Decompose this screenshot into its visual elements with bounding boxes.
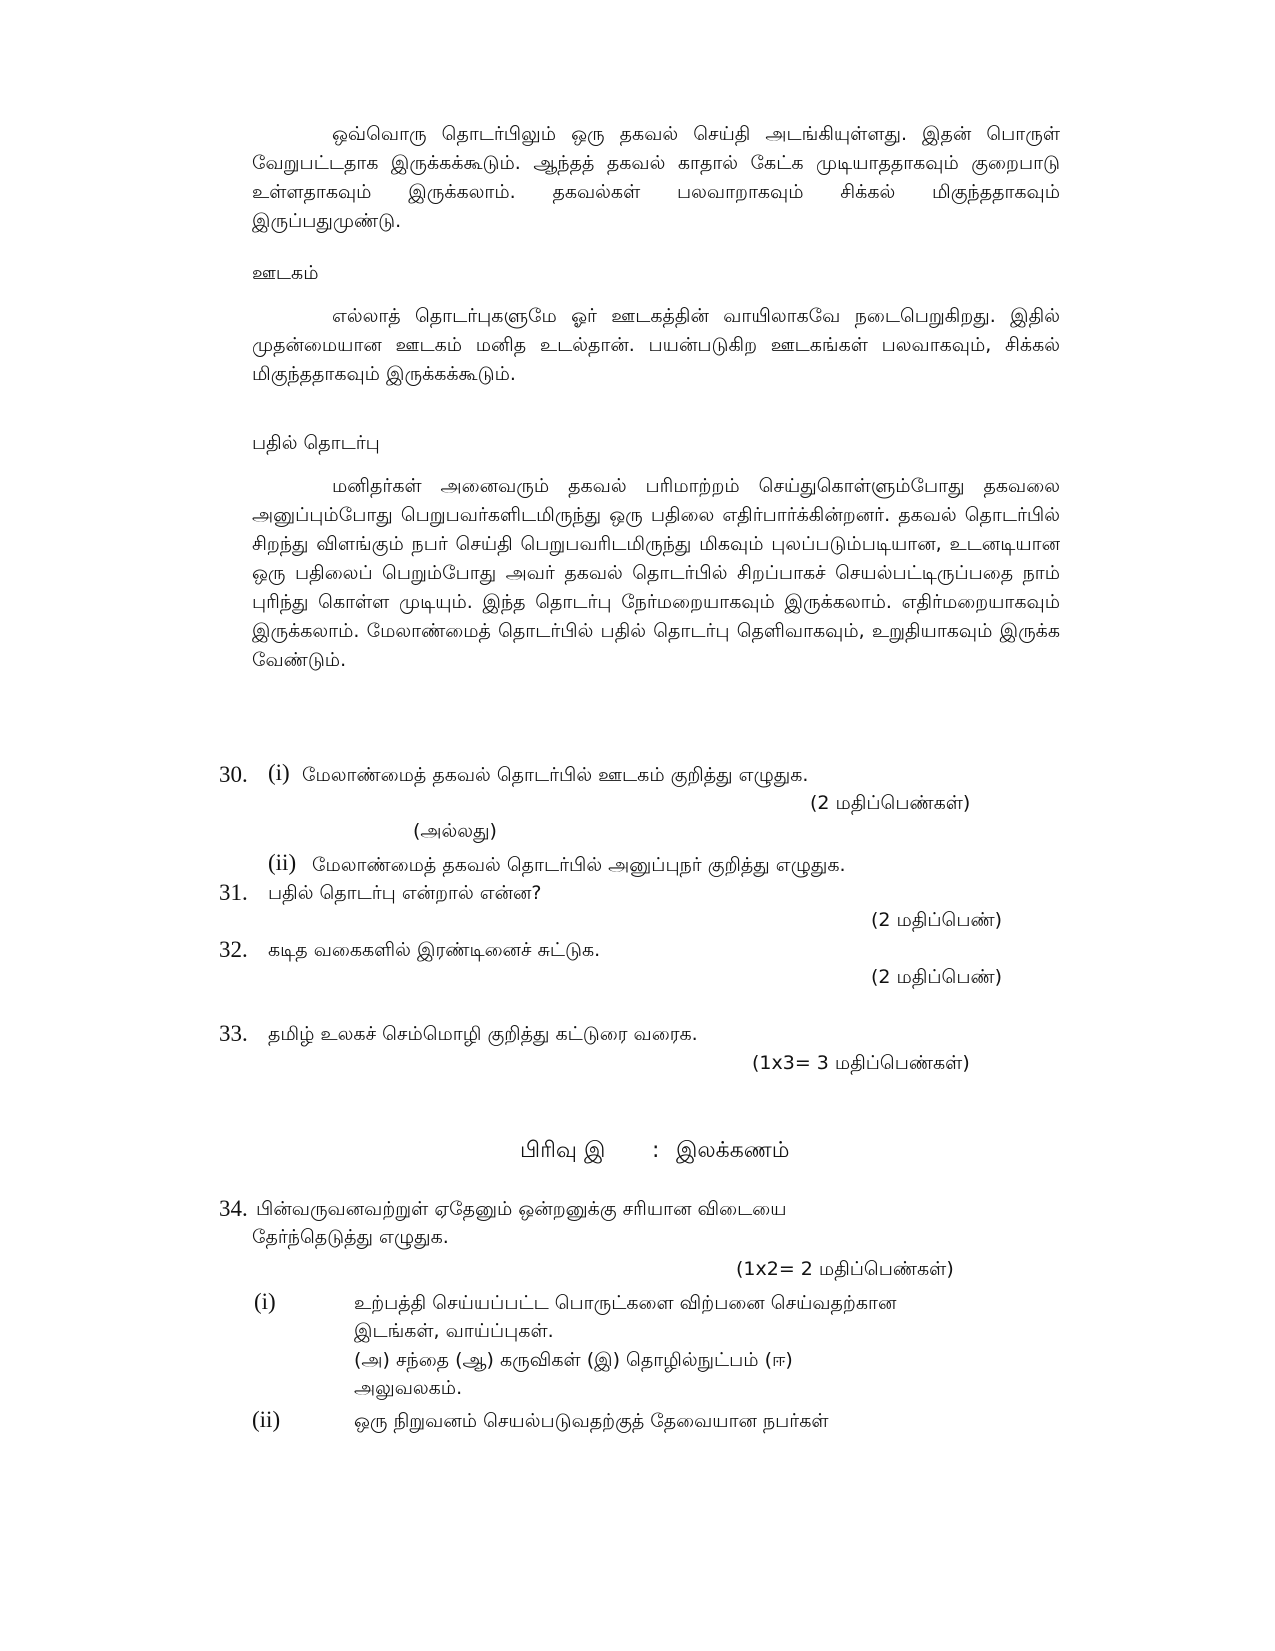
q33-number: 33.	[219, 1021, 248, 1046]
q31-marks: (2 மதிப்பெண்)	[871, 909, 1003, 931]
q32-text: கடித வகைகளில் இரண்டினைச் சுட்டுக.	[268, 939, 601, 961]
q34-line1: பின்வருவனவற்றுள் ஏதேனும் ஒன்றனுக்கு சரியான விடையை	[256, 1198, 787, 1220]
section-subtitle: இலக்கணம்	[676, 1138, 790, 1163]
q30-part1-text: மேலாண்மைத் தகவல் தொடர்பில் ஊடகம் குறித்து எழுதுக.	[302, 764, 809, 786]
q30-part2-text: மேலாண்மைத் தகவல் தொடர்பில் அனுப்புநர் குறித்து எழுதுக.	[312, 854, 846, 876]
heading-medium: ஊடகம்	[252, 262, 319, 284]
passage-paragraph-3: மனிதர்கள் அனைவரும் தகவல் பரிமாற்றம் செய்துகொள்ளும்போது தகவலை அனுப்பும்போது பெறுபவர்களிடமிருந்து ஒரு பதிலை எதிர்பார்க்கின்றனர். தகவல் தொடர்பில் சிறந்து விளங்கும் நபர் செய்தி பெறுபவரிடமிருந்து மிகவும் புலப்படும்படியான, உடனடியான ஒரு பதிலைப் பெறும்போது அவர் தகவல் தொடர்பில் சிறப்பாகச் செயல்பட்டிருப்பதை நாம் புரிந்து கொள்ள முடியும். இந்த தொடர்பு நேர்மறையாகவும் இருக்கலாம். எதிர்மறையாகவும் இருக்கலாம். மேலாண்மைத் தொடர்பில் பதில் தொடர்பு தெளிவாகவும், உறுதியாகவும் இருக்க வேண்டும்.	[252, 475, 1060, 671]
q34-item1-label: (i)	[254, 1289, 276, 1314]
q34-number: 34.	[219, 1196, 248, 1221]
q34-item2-label: (ii)	[252, 1407, 281, 1432]
q30-number: 30.	[219, 762, 248, 787]
q31-text: பதில் தொடர்பு என்றால் என்ன?	[268, 882, 542, 904]
section-title: பிரிவு இ	[520, 1138, 606, 1163]
passage-paragraph-2: எல்லாத் தொடர்புகளுமே ஓர் ஊடகத்தின் வாயிலாகவே நடைபெறுகிறது. இதில் முதன்மையான ஊடகம் மனித உடல்தான். பயன்படுகிற ஊடகங்கள் பலவாகவும், சிக்கல் மிகுந்ததாகவும் இருக்கக்கூடும்.	[252, 305, 1060, 385]
q31-number: 31.	[219, 880, 248, 905]
q34-marks: (1x2= 2 மதிப்பெண்கள்)	[736, 1258, 954, 1280]
q34-item1-options: (அ) சந்தை (ஆ) கருவிகள் (இ) தொழில்நுட்பம் (ஈ)	[354, 1349, 793, 1371]
q34-item1-line2: இடங்கள், வாய்ப்புகள்.	[354, 1320, 554, 1342]
q34-item2-line1: ஒரு நிறுவனம் செயல்படுவதற்குத் தேவையான நபர்கள்	[354, 1410, 829, 1432]
q34-line2: தேர்ந்தெடுத்து எழுதுக.	[252, 1226, 449, 1248]
q32-marks: (2 மதிப்பெண்)	[871, 966, 1003, 988]
q30-marks: (2 மதிப்பெண்கள்)	[810, 792, 971, 814]
q32-number: 32.	[219, 937, 248, 962]
q30-part2-label: (ii)	[268, 850, 297, 875]
q33-text: தமிழ் உலகச் செம்மொழி குறித்து கட்டுரை வரைக.	[268, 1023, 698, 1045]
heading-feedback: பதில் தொடர்பு	[252, 432, 380, 454]
q30-or: (அல்லது)	[413, 820, 497, 842]
q33-marks: (1x3= 3 மதிப்பெண்கள்)	[752, 1052, 970, 1074]
q34-item1-options-cont: அலுவலகம்.	[354, 1377, 463, 1399]
section-colon: :	[652, 1138, 660, 1163]
q30-part1-label: (i)	[268, 760, 290, 785]
passage-paragraph-1: ஒவ்வொரு தொடர்பிலும் ஒரு தகவல் செய்தி அடங்கியுள்ளது. இதன் பொருள் வேறுபட்டதாக இருக்கக்கூடும். ஆந்தத் தகவல் காதால் கேட்க முடியாததாகவும் குறைபாடு உள்ளதாகவும் இருக்கலாம். தகவல்கள் பலவாறாகவும் சிக்கல் மிகுந்ததாகவும் இருப்பதுமுண்டு.	[252, 123, 1060, 232]
q34-item1-line1: உற்பத்தி செய்யப்பட்ட பொருட்களை விற்பனை செய்வதற்கான	[354, 1292, 897, 1314]
